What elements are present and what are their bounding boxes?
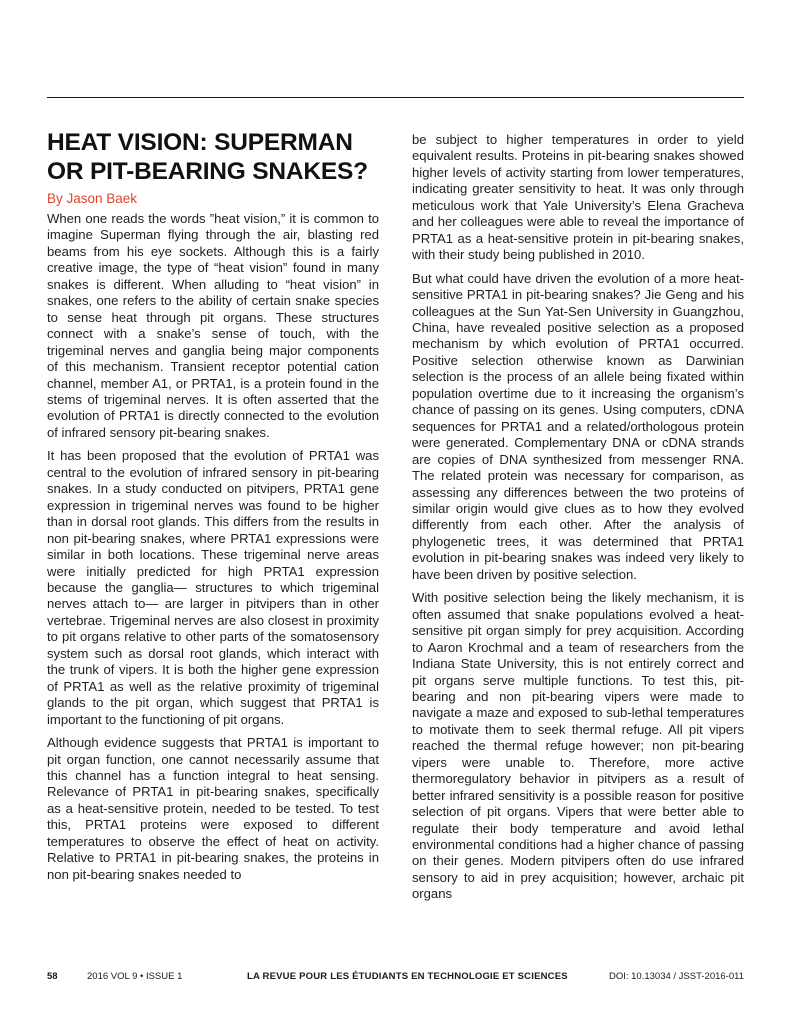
page-number: 58 <box>47 971 58 982</box>
paragraph: With positive selection being the likely mechanism, it is often assumed that snake populations evolved a heat-sensitive pit organ simply for prey acquisition. According to Aaron Krochmal and a team of researchers from the Indiana State University, this is not entirely correct and pit organs serve multiple functions. To test this, pit-bearing and non pit-bearing vipers were made to navigate a maze and exposed to sub-lethal temperatures to motivate them to seek thermal refuge. All pit vipers reached the thermal refuge however; non pit-bearing vipers were unable to. Therefore, more active thermoregulatory behavior in pitvipers as a result of better infrared sensitivity is a possible reason for positive selection of pit organs. Vipers that were better able to regulate their body temperature and avoid lethal environmental conditions had a higher chance of passing on their genes. Modern pitvipers often do use infrared sensory to aid in prey acquisition; however, archaic pit organs <box>412 590 744 902</box>
left-column <box>47 128 379 890</box>
issue-info: 2016 VOL 9 • ISSUE 1 <box>87 971 183 982</box>
journal-name: LA REVUE POUR LES ÉTUDIANTS EN TECHNOLOGIE ET SCIENCES <box>247 971 568 982</box>
paragraph: But what could have driven the evolution of a more heat-sensitive PRTA1 in pit-bearing snakes? Jie Geng and his colleagues at the Sun Yat-Sen University in Guangzhou, China, have revealed positive selection as a proposed mechanism by which evolution of PRTA1 occurred. Positive selection otherwise known as Darwinian selection is the process of an allele being fixated within population overtime due to it increasing the organism’s chance of passing on its genes. Using computers, cDNA sequences for PRTA1 and a related/orthologous protein were generated. Complementary DNA or cDNA strands are copies of DNA synthesized from messenger RNA. The related protein was necessary for comparison, as assessing any differences between the two proteins of similar origin would give clues as to how they evolved differently from each other. After the analysis of phylogenetic trees, it was determined that PRTA1 evolution in pit-bearing snakes was indeed very likely to have been driven by positive selection. <box>412 270 744 582</box>
paragraph: It has been proposed that the evolution of PRTA1 was central to the evolution of infrared sensory in pit-bearing snakes. In a study conducted on pitvipers, PRTA1 gene expression in trigeminal nerves was found to be higher than in dorsal root glands. This differs from the results in non pit-bearing snakes, where PRTA1 expressions were similar in both locations. These trigeminal nerve areas were initially predicted for high PRTA1 expression because the ganglia— structures to which trigeminal nerves attach to— are larger in pitvipers than in other vertebrae. Trigeminal nerves are also closest in proximity to pit organs relative to other parts of the somatosensory system such as dorsal root glands, which interact with the trunk of vipers. It is both the higher gene expression of PRTA1 as well as the relative proximity of trigeminal glands to the pit organ, which suggest that PRTA1 is important to the functioning of pit organs. <box>47 448 379 727</box>
article-byline: By Jason Baek <box>47 191 138 206</box>
doi-label: DOI: 10.13034 / JSST-2016-011 <box>608 971 744 982</box>
header-rule <box>47 97 744 98</box>
right-column <box>412 132 744 910</box>
paragraph: be subject to higher temperatures in order to yield equivalent results. Proteins in pit-bearing snakes showed higher levels of activity starting from lower temperatures, indicating greater sensitivity to heat. It was only through meticulous work that Yale University’s Elena Gracheva and her colleagues were able to reveal the importance of PRTA1 as a heat-sensitive protein in pit-bearing snakes, with their study being published in 2010. <box>412 132 744 263</box>
paragraph: Although evidence suggests that PRTA1 is important to pit organ function, one cannot necessarily assume that this channel has a function integral to heat sensing. Relevance of PRTA1 in pit-bearing snakes, specifically as a heat-sensitive protein, needed to be tested. To test this, PRTA1 proteins were exposed to different temperatures to observe the effect of heat on activity. Relative to PRTA1 in pit-bearing snakes, the proteins in non pit-bearing snakes needed to <box>47 735 379 882</box>
paragraph: When one reads the words ”heat vision,” it is common to imagine Superman flying through the air, blasting red beams from his eye sockets. Although this is a fairly creative image, the type of “heat vision” found in many snakes is different. When alluding to “heat vision” in snakes, one refers to the ability of certain snake species to sense heat through pit organs. These structures connect with a snake’s sense of touch, with the trigeminal nerves and ganglia being major components of this mechanism. Transient receptor potential cation channel, member A1, or PRTA1, is a protein found in the stems of trigeminal nerves. It is often asserted that the evolution of PRTA1 is directly connected to the evolution of infrared sensory pit-bearing snakes. <box>47 211 379 440</box>
article-title: HEAT VISION: SUPERMAN OR PIT-BEARING SNAKES? <box>47 129 368 185</box>
